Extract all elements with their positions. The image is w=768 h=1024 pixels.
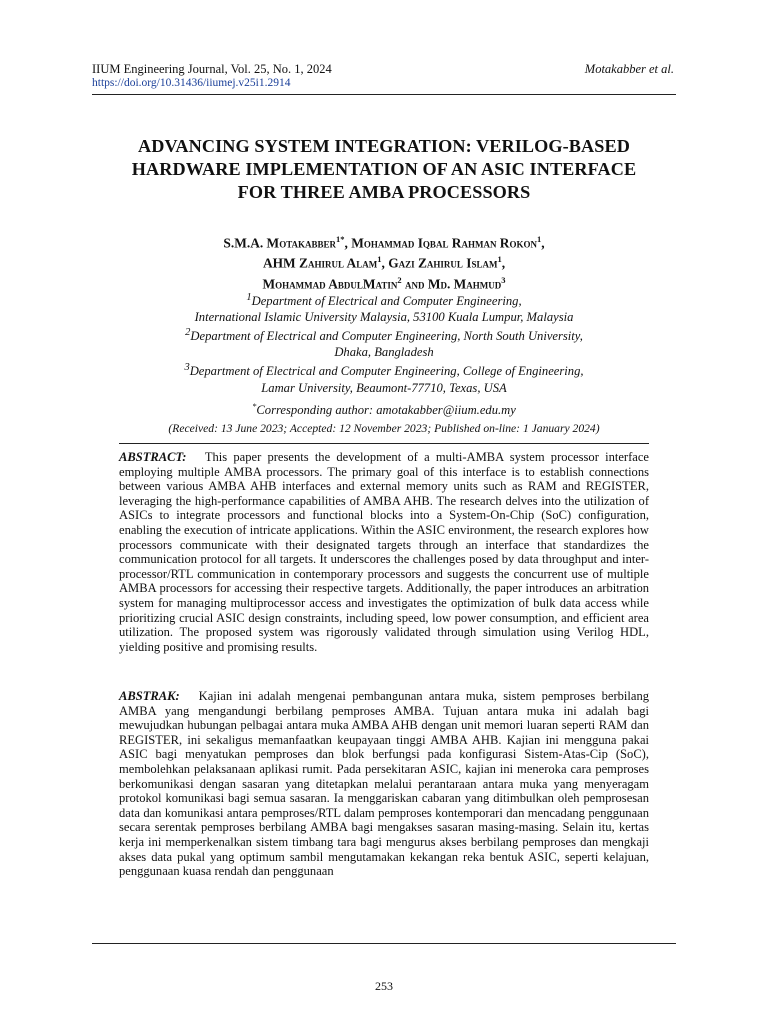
author-name: S.M.A. Motakabber bbox=[223, 235, 337, 251]
author-affil-mark: 1 bbox=[536, 234, 542, 244]
affil-line: Department of Electrical and Computer Engineering, North South University, bbox=[190, 329, 583, 344]
affil-line: Dhaka, Bangladesh bbox=[334, 345, 434, 360]
author-affil-mark: 1 bbox=[497, 254, 502, 265]
author-name: Md. Mahmud bbox=[427, 276, 502, 292]
author-affil-mark: 2 bbox=[397, 274, 402, 285]
affil-line: Department of Electrical and Computer Engineering, College of Engineering, bbox=[189, 364, 584, 379]
author-name: Mohammad AbdulMatin bbox=[262, 276, 398, 292]
running-head bbox=[92, 61, 674, 77]
running-authors: Motakabber et al. bbox=[584, 62, 674, 76]
affil-line: Lamar University, Beaumont-77710, Texas, USA bbox=[261, 380, 507, 395]
abstract-text: This paper presents the development of a multi-AMBA system processor interface employing multiple AMBA processors. The primary goal of this interface is to establish connections between various AMBA AHB interfaces and external memory units such as RAM and REGISTER, leveraging the high-performance capabilities of AMBA AHB. The research delves into the utilization of ASICs to integrate processors and functional blocks into a System-On-Chip (SoC) configuration, enabling the execution of intricate applications. Within the ASIC environment, the research explores how processors communicate with their designated targets through an interface that standardizes the communication protocol for all targets. It underscores the challenges posed by data throughput and inter-processor/RTL communication in contemporary processors and suggests the concurrent use of multiple AMBA processors for accessing their respective targets. Additionally, the paper introduces an arbitration system for managing multiprocessor access and investigates the optimization of bulk data access while prioritizing crucial ASIC design constraints, including speed, low power consumption, and efficient area utilization. The proposed system was rigorously validated through simulation using Verilog HDL, yielding positive and promising results. bbox=[119, 450, 649, 654]
title-line: HARDWARE IMPLEMENTATION OF AN ASIC INTERFACE bbox=[131, 159, 637, 179]
publication-dates: (Received: 13 June 2023; Accepted: 12 November 2023; Published on-line: 1 January 2024) bbox=[168, 422, 600, 435]
corresponding-mark: * bbox=[252, 401, 257, 411]
header-divider bbox=[92, 94, 676, 95]
corresponding-author bbox=[92, 398, 676, 418]
abstract-divider bbox=[119, 443, 649, 444]
affil-line: Department of Electrical and Computer Engineering, bbox=[251, 294, 522, 309]
title-line: FOR THREE AMBA PROCESSORS bbox=[237, 182, 531, 202]
journal-citation: IIUM Engineering Journal, Vol. 25, No. 1, 2024 bbox=[92, 62, 332, 76]
author-name: Gazi Zahirul Islam bbox=[388, 255, 498, 271]
corresponding-text: Corresponding author: amotakabber@iium.edu.my bbox=[256, 403, 516, 418]
author-affil-mark: 3 bbox=[501, 274, 506, 285]
title-line: ADVANCING SYSTEM INTEGRATION: VERILOG-BASED bbox=[138, 136, 630, 156]
page-number: 253 bbox=[375, 979, 393, 993]
affil-mark: 1 bbox=[246, 292, 252, 303]
affiliations bbox=[92, 290, 676, 396]
author-name: Mohammad Iqbal Rahman Rokon bbox=[351, 235, 537, 251]
author-name: AHM Zahirul Alam bbox=[262, 255, 378, 271]
paper-title bbox=[92, 135, 676, 204]
abstrak-label: ABSTRAK: bbox=[119, 689, 180, 703]
affil-mark: 2 bbox=[185, 327, 191, 339]
author-affil-mark: 1 bbox=[377, 254, 382, 265]
abstrak-text: Kajian ini adalah mengenai pembangunan antara muka, sistem pemproses berbilang AMBA yang mengandungi berbilang pemproses AMBA. Tujuan antara muka ini adalah bagi mewujudkan hubungan pelbagai antara muka AMBA AHB dengan unit memori luaran seperti RAM dan REGISTER, ini sekaligus memanfaatkan keupayaan tinggi AMBA AHB. Kajian ini mengguna pakai ASIC bagi menyatukan pemproses dan blok berfungsi pada konfigurasi Sistem-Atas-Cip (SoC), membolehkan pelaksanaan aplikasi rumit. Pada persekitaran ASIC, kajian ini meneroka cara pemproses berkomunikasi dengan sasaran yang ditetapkan melalui perantaraan antara muka yang menyeragam protokol komunikasi bagi semua sasaran. Ia menggariskan cabaran yang ditimbulkan oleh pemprosesan data dan komunikasi antara pemproses/RTL dalam pemproses kontemporari dan mencadang penggunaan secara serentak pemproses berbilang AMBA bagi mengakses sasaran masing-masing. Selain itu, kertas kerja ini memperkenalkan sistem timbang tara bagi mengurus akses berbilang pemproses dan mengkaji akses data pukal yang optimum sambil mengutamakan kekangan reka bentuk ASIC, seperti kelajuan, penggunaan kuasa rendah dan penggunaan bbox=[119, 689, 649, 879]
abstract-malay bbox=[119, 689, 649, 879]
affil-line: International Islamic University Malaysia, 53100 Kuala Lumpur, Malaysia bbox=[194, 310, 574, 325]
doi-link[interactable]: https://doi.org/10.31436/iiumej.v25i1.2914 bbox=[92, 77, 291, 89]
author-affil-mark: 1* bbox=[336, 234, 345, 244]
affil-mark: 3 bbox=[184, 362, 190, 374]
abstract-english bbox=[119, 450, 649, 654]
author-list: S.M.A. Motakabber$^{1*}$, Mohammad Iqbal Rahman Rokon$^1$, AHM Zahirul Alam$^1$, Gazi Zahirul Islam$^1$, Mohammad AbdulMatin$^2$ and Md. Mahmud$^3$ bbox=[223, 234, 545, 292]
abstract-label: ABSTRACT: bbox=[119, 450, 187, 464]
footer-divider bbox=[92, 943, 676, 944]
